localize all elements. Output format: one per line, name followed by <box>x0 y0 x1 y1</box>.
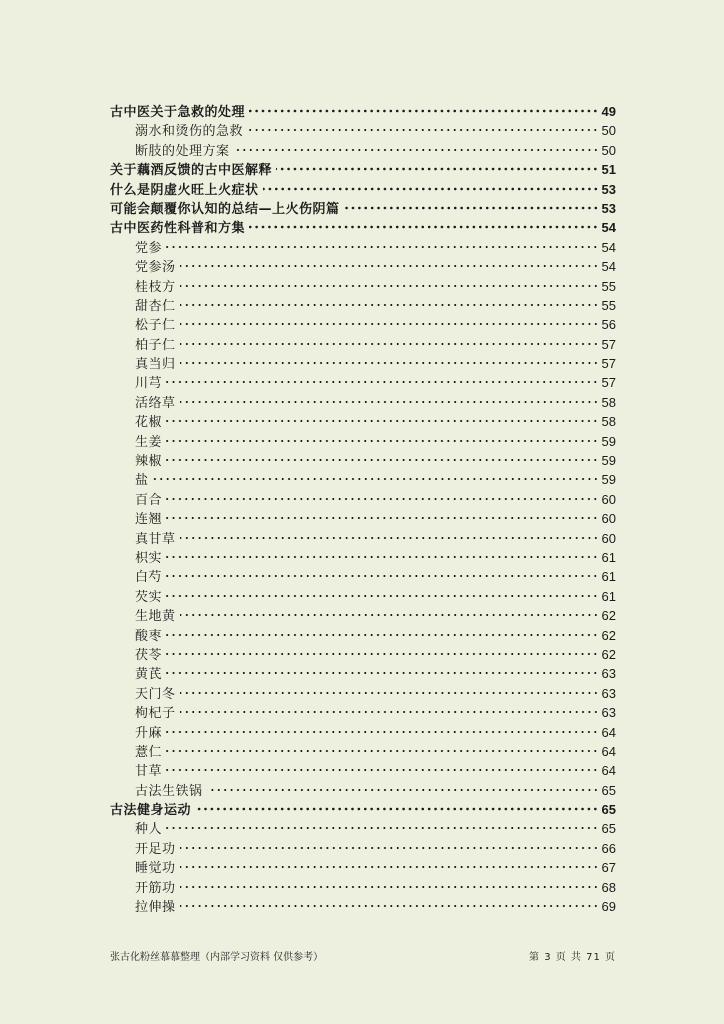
toc-dot-leader <box>180 885 599 889</box>
toc-entry[interactable] <box>110 412 616 431</box>
toc-entry[interactable] <box>110 393 616 412</box>
toc-dot-leader <box>249 109 599 113</box>
toc-entry[interactable] <box>110 141 616 160</box>
toc-entry-title: 溺水和烫伤的急救 <box>135 124 244 140</box>
toc-dot-leader <box>180 691 599 695</box>
toc-entry[interactable] <box>110 277 616 296</box>
toc-entry-title: 甜杏仁 <box>135 298 176 314</box>
toc-entry-page-number: 54 <box>601 220 616 236</box>
toc-dot-leader <box>263 187 599 191</box>
toc-entry[interactable] <box>110 548 616 567</box>
toc-entry-title: 可能会颠覆你认知的总结—上火伤阴篇 <box>110 201 340 217</box>
toc-entry-title: 酸枣 <box>135 628 163 644</box>
toc-entry-title: 断肢的处理方案 <box>135 143 230 159</box>
toc-entry-title: 松子仁 <box>135 318 176 334</box>
toc-entry-page-number: 61 <box>601 588 616 604</box>
toc-dot-leader <box>166 574 599 578</box>
toc-entry-page-number: 62 <box>601 627 616 643</box>
toc-entry-title: 古中医药性科普和方集 <box>110 221 246 237</box>
toc-entry[interactable] <box>110 626 616 645</box>
toc-dot-leader <box>207 788 599 792</box>
toc-dot-leader <box>180 865 599 869</box>
toc-entry-page-number: 69 <box>601 899 616 915</box>
toc-dot-leader <box>166 458 599 462</box>
toc-entry-page-number: 58 <box>601 394 616 410</box>
toc-entry-page-number: 51 <box>601 162 616 178</box>
toc-entry[interactable] <box>110 490 616 509</box>
toc-dot-leader <box>166 671 599 675</box>
toc-entry[interactable] <box>110 509 616 528</box>
toc-entry-title: 黄芪 <box>135 667 163 683</box>
table-of-contents <box>110 102 616 916</box>
toc-entry-title: 桂枝方 <box>135 279 176 295</box>
toc-entry[interactable] <box>110 781 616 800</box>
toc-dot-leader <box>166 245 599 249</box>
toc-entry-page-number: 63 <box>601 705 616 721</box>
toc-entry[interactable] <box>110 180 616 199</box>
toc-entry-page-number: 67 <box>601 860 616 876</box>
toc-entry-title: 古法健身运动 <box>110 803 192 819</box>
toc-entry[interactable] <box>110 296 616 315</box>
toc-entry[interactable] <box>110 354 616 373</box>
toc-entry-page-number: 53 <box>601 200 616 216</box>
toc-entry-page-number: 65 <box>601 782 616 798</box>
toc-entry-title: 什么是阴虚火旺上火症状 <box>110 182 259 198</box>
toc-entry-title: 活络草 <box>135 395 176 411</box>
toc-entry[interactable] <box>110 529 616 548</box>
toc-entry-title: 种人 <box>135 822 163 838</box>
toc-dot-leader <box>180 400 599 404</box>
toc-entry-title: 盐 <box>135 473 149 489</box>
toc-entry-title: 真甘草 <box>135 531 176 547</box>
toc-entry-page-number: 56 <box>601 317 616 333</box>
toc-entry-title: 睡觉功 <box>135 861 176 877</box>
toc-entry-title: 枸杞子 <box>135 706 176 722</box>
toc-entry[interactable] <box>110 800 616 819</box>
toc-entry-page-number: 57 <box>601 336 616 352</box>
toc-entry-page-number: 61 <box>601 549 616 565</box>
toc-entry[interactable] <box>110 703 616 722</box>
toc-entry[interactable] <box>110 567 616 586</box>
toc-entry-page-number: 58 <box>601 414 616 430</box>
toc-entry-page-number: 50 <box>601 142 616 158</box>
toc-entry-title: 花椒 <box>135 415 163 431</box>
toc-entry-title: 川芎 <box>135 376 163 392</box>
toc-entry-page-number: 57 <box>601 375 616 391</box>
toc-entry-title: 生姜 <box>135 434 163 450</box>
footer-source-note: 张古化粉丝慕慕整理（内部学习资料 仅供参考） <box>110 952 324 963</box>
toc-entry[interactable] <box>110 839 616 858</box>
toc-dot-leader <box>166 594 599 598</box>
toc-entry-title: 枳实 <box>135 550 163 566</box>
toc-entry[interactable] <box>110 432 616 451</box>
toc-entry[interactable] <box>110 257 616 276</box>
toc-entry-page-number: 64 <box>601 724 616 740</box>
toc-entry[interactable] <box>110 664 616 683</box>
toc-entry[interactable] <box>110 373 616 392</box>
toc-entry[interactable] <box>110 606 616 625</box>
toc-entry-title: 甘草 <box>135 764 163 780</box>
toc-entry-title: 党参汤 <box>135 260 176 276</box>
toc-dot-leader <box>166 516 599 520</box>
toc-entry-page-number: 54 <box>601 239 616 255</box>
toc-entry[interactable] <box>110 684 616 703</box>
toc-entry-title: 白芍 <box>135 570 163 586</box>
toc-entry-page-number: 55 <box>601 278 616 294</box>
toc-entry-page-number: 60 <box>601 530 616 546</box>
toc-entry[interactable] <box>110 587 616 606</box>
toc-entry-page-number: 54 <box>601 259 616 275</box>
toc-entry-title: 开筋功 <box>135 880 176 896</box>
toc-dot-leader <box>166 633 599 637</box>
toc-entry-title: 古中医关于急救的处理 <box>110 105 246 120</box>
toc-dot-leader <box>166 380 599 384</box>
toc-dot-leader <box>180 536 599 540</box>
toc-entry[interactable] <box>110 102 616 121</box>
toc-entry[interactable] <box>110 315 616 334</box>
toc-entry-page-number: 60 <box>601 491 616 507</box>
toc-entry[interactable] <box>110 897 616 916</box>
toc-dot-leader <box>249 225 599 229</box>
toc-dot-leader <box>166 826 599 830</box>
toc-entry-title: 关于藕酒反馈的古中医解释 <box>110 163 273 179</box>
toc-entry-page-number: 63 <box>601 666 616 682</box>
toc-entry[interactable] <box>110 121 616 140</box>
toc-dot-leader <box>195 807 599 811</box>
toc-entry-title: 党参 <box>135 240 163 256</box>
toc-entry-title: 拉伸操 <box>135 900 176 916</box>
toc-entry-page-number: 62 <box>601 608 616 624</box>
toc-dot-leader <box>166 749 599 753</box>
toc-entry[interactable] <box>110 160 616 179</box>
toc-entry-title: 生地黄 <box>135 609 176 625</box>
toc-dot-leader <box>166 419 599 423</box>
toc-dot-leader <box>166 439 599 443</box>
toc-entry-page-number: 64 <box>601 743 616 759</box>
toc-entry-title: 古法生铁锅 <box>135 783 203 799</box>
page-footer <box>110 948 616 963</box>
toc-entry[interactable] <box>110 470 616 489</box>
toc-entry-page-number: 66 <box>601 840 616 856</box>
toc-dot-leader <box>247 128 599 132</box>
toc-entry-page-number: 63 <box>601 685 616 701</box>
toc-dot-leader <box>180 284 599 288</box>
toc-dot-leader <box>180 264 599 268</box>
toc-entry-page-number: 59 <box>601 472 616 488</box>
toc-entry-title: 茯苓 <box>135 647 163 663</box>
toc-dot-leader <box>166 497 599 501</box>
toc-entry-title: 芡实 <box>135 589 163 605</box>
toc-entry-title: 连翘 <box>135 512 163 528</box>
toc-entry-title: 天门冬 <box>135 686 176 702</box>
toc-entry-page-number: 53 <box>601 181 616 197</box>
toc-entry-title: 辣椒 <box>135 454 163 470</box>
toc-entry-page-number: 64 <box>601 763 616 779</box>
toc-entry[interactable] <box>110 645 616 664</box>
toc-dot-leader <box>180 904 599 908</box>
toc-entry[interactable] <box>110 199 616 218</box>
toc-entry-page-number: 59 <box>601 453 616 469</box>
toc-entry[interactable] <box>110 742 616 761</box>
toc-entry[interactable] <box>110 218 616 237</box>
toc-dot-leader <box>166 652 599 656</box>
toc-dot-leader <box>180 322 599 326</box>
toc-entry-page-number: 68 <box>601 879 616 895</box>
toc-dot-leader <box>180 361 599 365</box>
toc-dot-leader <box>234 148 599 152</box>
toc-entry[interactable] <box>110 878 616 897</box>
toc-entry-page-number: 65 <box>601 821 616 837</box>
toc-dot-leader <box>153 477 599 481</box>
toc-dot-leader <box>180 846 599 850</box>
toc-entry-page-number: 65 <box>601 802 616 818</box>
toc-entry[interactable] <box>110 819 616 838</box>
toc-dot-leader <box>166 768 599 772</box>
toc-entry-page-number: 61 <box>601 569 616 585</box>
toc-entry-title: 开足功 <box>135 841 176 857</box>
toc-entry-page-number: 59 <box>601 433 616 449</box>
toc-entry-title: 柏子仁 <box>135 337 176 353</box>
toc-entry[interactable] <box>110 858 616 877</box>
toc-dot-leader <box>166 730 599 734</box>
toc-entry-title: 薏仁 <box>135 744 163 760</box>
toc-entry-page-number: 57 <box>601 356 616 372</box>
toc-entry-page-number: 60 <box>601 511 616 527</box>
toc-entry-page-number: 55 <box>601 297 616 313</box>
toc-entry-page-number: 49 <box>601 104 616 119</box>
toc-entry-title: 升麻 <box>135 725 163 741</box>
toc-entry[interactable] <box>110 451 616 470</box>
toc-entry-page-number: 50 <box>601 123 616 139</box>
toc-dot-leader <box>180 342 599 346</box>
toc-entry[interactable] <box>110 335 616 354</box>
footer-page-counter: 第 3 页 共 71 页 <box>529 952 616 963</box>
toc-dot-leader <box>276 167 599 171</box>
toc-dot-leader <box>344 206 599 210</box>
toc-entry-title: 百合 <box>135 492 163 508</box>
toc-entry[interactable] <box>110 238 616 257</box>
toc-entry-page-number: 62 <box>601 646 616 662</box>
toc-dot-leader <box>180 303 599 307</box>
toc-dot-leader <box>166 555 599 559</box>
toc-entry-title: 真当归 <box>135 357 176 373</box>
toc-dot-leader <box>180 710 599 714</box>
toc-dot-leader <box>180 613 599 617</box>
toc-entry[interactable] <box>110 723 616 742</box>
toc-entry[interactable] <box>110 761 616 780</box>
